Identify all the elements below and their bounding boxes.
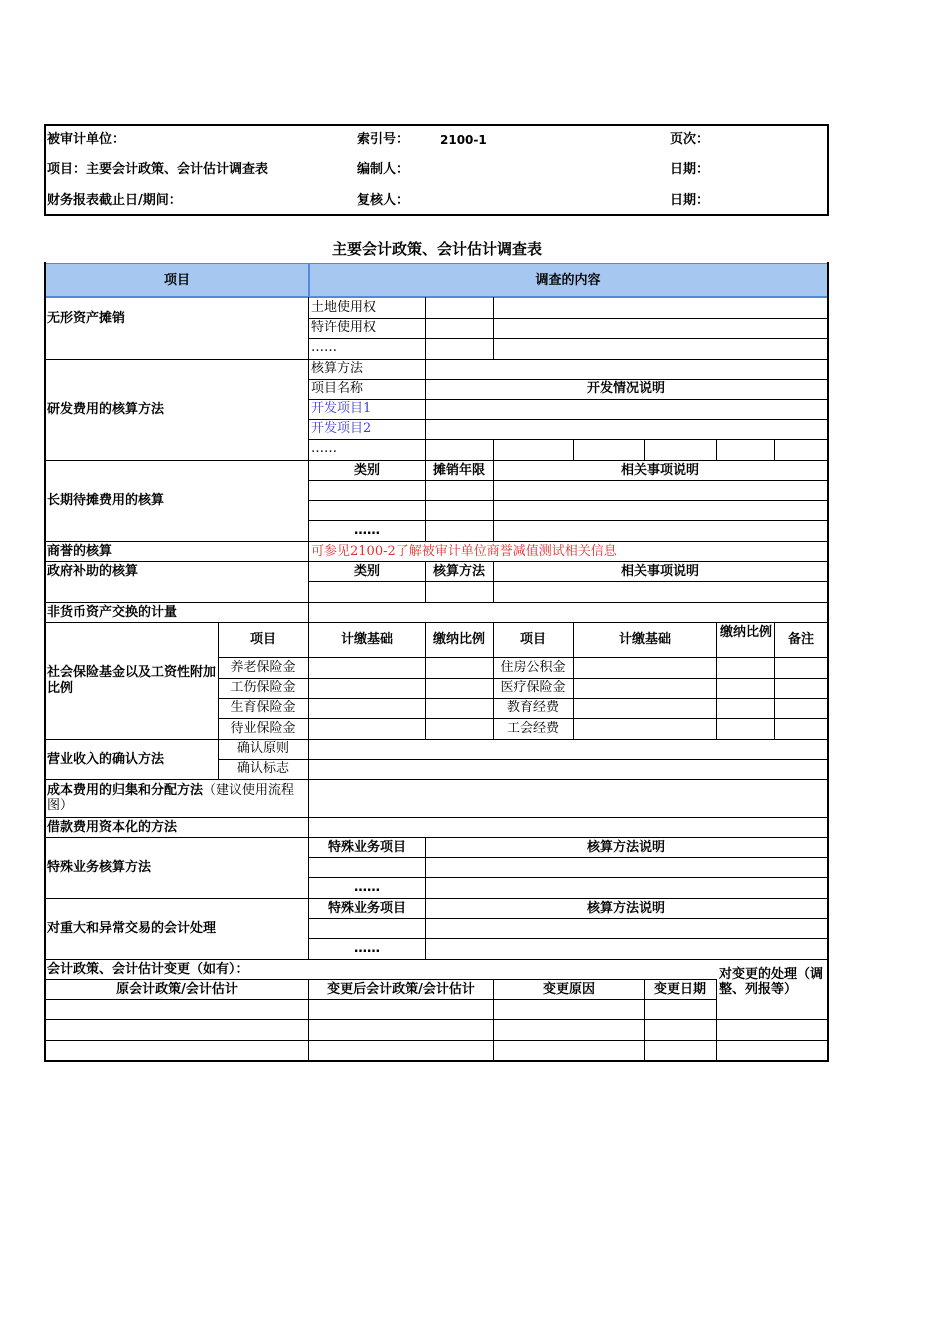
special-col-item: 特殊业务项目 — [327, 840, 407, 855]
social-left-item-2: 工伤保险金 — [230, 680, 296, 695]
changes-col-date: 变更日期 — [653, 982, 707, 997]
social-col-rate: 缴纳比例 — [432, 632, 486, 647]
intangible-row-2: 特许使用权 — [311, 320, 377, 335]
social-right-item-1: 住房公积金 — [500, 660, 566, 675]
table-head-content: 调查的内容 — [535, 273, 601, 288]
special-label: 特殊业务核算方法 — [47, 860, 152, 875]
changes-col-after: 变更后会计政策/会计估计 — [327, 982, 475, 997]
page-label: 页次： — [670, 132, 710, 147]
rnd-method: 核算方法 — [311, 361, 364, 376]
social-col-base-2: 计缴基础 — [618, 632, 672, 647]
rnd-label: 研发费用的核算方法 — [47, 402, 165, 417]
goodwill-note: 可参见2100-2了解被审计单位商誉减值测试相关信息 — [311, 544, 617, 559]
page-title: 主要会计政策、会计估计调查表 — [331, 240, 543, 258]
revenue-label: 营业收入的确认方法 — [47, 752, 165, 767]
longterm-col-category: 类别 — [353, 463, 381, 478]
social-col-item-2: 项目 — [519, 632, 547, 647]
social-right-item-3: 教育经费 — [506, 700, 560, 715]
social-left-item-3: 生育保险金 — [230, 700, 296, 715]
date-label-1: 日期： — [670, 162, 710, 177]
social-col-base: 计缴基础 — [340, 632, 394, 647]
major-ellipsis: …… — [354, 941, 380, 956]
changes-col-treatment: 对变更的处理（调整、列报等） — [719, 967, 824, 997]
intangible-label: 无形资产摊销 — [47, 311, 126, 326]
index-label: 索引号： — [357, 132, 410, 147]
rnd-project-2: 开发项目2 — [311, 421, 372, 436]
cost-label: 成本费用的归集和分配方法（建议使用流程图） — [47, 783, 295, 813]
social-label: 社会保险基金以及工资性附加比例 — [47, 665, 217, 696]
longterm-col-desc: 相关事项说明 — [620, 463, 700, 478]
longterm-ellipsis: …… — [354, 523, 380, 538]
rnd-project-1: 开发项目1 — [311, 401, 372, 416]
rnd-dev-desc: 开发情况说明 — [586, 381, 666, 396]
social-col-note: 备注 — [787, 632, 815, 647]
nonmonetary-label: 非货币资产交换的计量 — [47, 605, 178, 620]
changes-col-reason: 变更原因 — [542, 982, 596, 997]
social-col-item: 项目 — [249, 632, 277, 647]
reviewer-label: 复核人： — [357, 193, 410, 208]
subsidy-col-desc: 相关事项说明 — [620, 564, 700, 579]
audited-entity-label: 被审计单位： — [47, 132, 126, 147]
date-label-2: 日期： — [670, 193, 710, 208]
preparer-label: 编制人： — [357, 162, 410, 177]
longterm-col-period: 摊销年限 — [432, 463, 486, 478]
intangible-row-3: …… — [311, 340, 337, 355]
social-left-item-1: 养老保险金 — [230, 660, 296, 675]
major-col-item: 特殊业务项目 — [327, 901, 407, 916]
changes-col-original: 原会计政策/会计估计 — [116, 982, 238, 997]
intangible-row-1: 土地使用权 — [311, 300, 377, 315]
project-label: 项目：主要会计政策、会计估计调查表 — [47, 162, 269, 177]
index-value: 2100-1 — [440, 133, 487, 147]
social-left-item-4: 待业保险金 — [230, 721, 296, 736]
revenue-principle: 确认原则 — [236, 741, 290, 756]
rnd-ellipsis: …… — [311, 441, 337, 456]
changes-label: 会计政策、会计估计变更（如有）： — [47, 962, 249, 977]
major-label: 对重大和异常交易的会计处理 — [47, 921, 217, 936]
social-right-item-2: 医疗保险金 — [500, 680, 566, 695]
special-col-desc: 核算方法说明 — [586, 840, 666, 855]
major-col-desc: 核算方法说明 — [586, 901, 666, 916]
revenue-sign: 确认标志 — [236, 761, 290, 776]
subsidy-label: 政府补助的核算 — [47, 564, 139, 579]
period-label: 财务报表截止日/期间： — [47, 193, 182, 208]
subsidy-col-method: 核算方法 — [432, 564, 486, 579]
table-head-item: 项目 — [163, 273, 191, 288]
subsidy-col-category: 类别 — [353, 564, 381, 579]
table-header-band — [45, 263, 827, 297]
longterm-label: 长期待摊费用的核算 — [47, 493, 165, 508]
social-col-rate-2: 缴纳比例 — [720, 625, 773, 640]
special-ellipsis: …… — [354, 880, 380, 895]
borrowing-label: 借款费用资本化的方法 — [47, 820, 178, 835]
rnd-project-name: 项目名称 — [311, 381, 364, 396]
social-right-item-4: 工会经费 — [506, 721, 560, 736]
goodwill-label: 商誉的核算 — [47, 544, 113, 559]
